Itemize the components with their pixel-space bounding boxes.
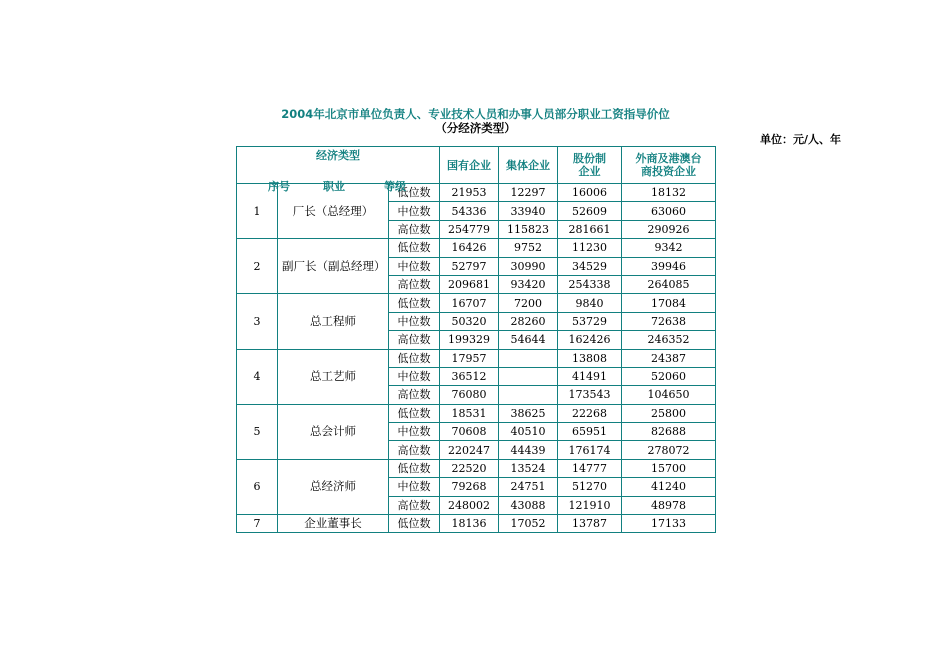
header-econ-type: 经济类型 <box>316 149 360 162</box>
value-cell: 9840 <box>558 294 622 312</box>
table-row <box>237 515 716 533</box>
header-joint-stock <box>558 147 622 184</box>
value-cell: 264085 <box>622 275 716 293</box>
value-cell <box>499 367 558 385</box>
value-cell: 13787 <box>558 515 622 533</box>
value-cell: 44439 <box>499 441 558 459</box>
row-level: 中位数 <box>389 312 440 330</box>
row-level: 低位数 <box>389 239 440 257</box>
value-cell: 65951 <box>558 423 622 441</box>
row-level: 低位数 <box>389 515 440 533</box>
value-cell: 17084 <box>622 294 716 312</box>
value-cell: 22520 <box>440 459 499 477</box>
value-cell: 17957 <box>440 349 499 367</box>
value-cell: 278072 <box>622 441 716 459</box>
value-cell: 18531 <box>440 404 499 422</box>
row-level: 低位数 <box>389 349 440 367</box>
value-cell: 9342 <box>622 239 716 257</box>
value-cell: 17133 <box>622 515 716 533</box>
row-occupation: 企业董事长 <box>278 515 389 533</box>
value-cell: 13808 <box>558 349 622 367</box>
row-occupation: 总工程师 <box>278 294 389 349</box>
row-level: 中位数 <box>389 423 440 441</box>
row-seq: 1 <box>237 184 278 239</box>
value-cell: 72638 <box>622 312 716 330</box>
value-cell: 248002 <box>440 496 499 514</box>
value-cell: 82688 <box>622 423 716 441</box>
row-seq: 6 <box>237 459 278 514</box>
value-cell: 162426 <box>558 331 622 349</box>
value-cell: 54644 <box>499 331 558 349</box>
row-occupation: 总经济师 <box>278 459 389 514</box>
row-level: 高位数 <box>389 331 440 349</box>
value-cell: 48978 <box>622 496 716 514</box>
value-cell: 93420 <box>499 275 558 293</box>
row-level: 高位数 <box>389 275 440 293</box>
value-cell: 52060 <box>622 367 716 385</box>
header-foreign-line2: 商投资企业 <box>641 165 696 178</box>
table-row <box>237 184 716 202</box>
row-seq: 7 <box>237 515 278 533</box>
value-cell: 52797 <box>440 257 499 275</box>
table-row <box>237 349 716 367</box>
value-cell: 40510 <box>499 423 558 441</box>
table-row <box>237 239 716 257</box>
value-cell: 70608 <box>440 423 499 441</box>
value-cell: 254779 <box>440 220 499 238</box>
row-level: 中位数 <box>389 478 440 496</box>
value-cell: 13524 <box>499 459 558 477</box>
row-occupation: 厂长（总经理） <box>278 184 389 239</box>
value-cell: 38625 <box>499 404 558 422</box>
row-level: 高位数 <box>389 220 440 238</box>
row-level: 低位数 <box>389 459 440 477</box>
value-cell: 104650 <box>622 386 716 404</box>
value-cell: 76080 <box>440 386 499 404</box>
row-occupation: 总工艺师 <box>278 349 389 404</box>
value-cell: 51270 <box>558 478 622 496</box>
value-cell: 7200 <box>499 294 558 312</box>
value-cell: 220247 <box>440 441 499 459</box>
unit-label: 单位：元/人、年 <box>760 133 842 146</box>
value-cell: 16707 <box>440 294 499 312</box>
row-level: 中位数 <box>389 257 440 275</box>
table-row <box>237 459 716 477</box>
row-level: 高位数 <box>389 496 440 514</box>
value-cell: 79268 <box>440 478 499 496</box>
value-cell: 21953 <box>440 184 499 202</box>
header-grade: 等级 <box>384 180 406 193</box>
value-cell <box>499 386 558 404</box>
value-cell: 290926 <box>622 220 716 238</box>
header-foreign-invested <box>622 147 716 184</box>
header-joint-stock-line1: 股份制 <box>573 152 606 165</box>
header-state-owned: 国有企业 <box>440 147 499 184</box>
value-cell: 28260 <box>499 312 558 330</box>
value-cell: 52609 <box>558 202 622 220</box>
value-cell: 24387 <box>622 349 716 367</box>
value-cell: 43088 <box>499 496 558 514</box>
value-cell: 14777 <box>558 459 622 477</box>
row-seq: 2 <box>237 239 278 294</box>
page-title: 2004年北京市单位负责人、专业技术人员和办事人员部分职业工资指导价位 <box>281 107 670 121</box>
row-level: 低位数 <box>389 294 440 312</box>
value-cell: 53729 <box>558 312 622 330</box>
value-cell: 30990 <box>499 257 558 275</box>
page-subtitle: （分经济类型） <box>435 121 516 135</box>
row-seq: 4 <box>237 349 278 404</box>
row-level: 高位数 <box>389 441 440 459</box>
value-cell: 39946 <box>622 257 716 275</box>
value-cell: 24751 <box>499 478 558 496</box>
value-cell: 33940 <box>499 202 558 220</box>
value-cell: 54336 <box>440 202 499 220</box>
value-cell: 34529 <box>558 257 622 275</box>
value-cell: 246352 <box>622 331 716 349</box>
value-cell: 173543 <box>558 386 622 404</box>
row-occupation: 总会计师 <box>278 404 389 459</box>
table-row <box>237 294 716 312</box>
value-cell: 18132 <box>622 184 716 202</box>
value-cell: 254338 <box>558 275 622 293</box>
value-cell: 281661 <box>558 220 622 238</box>
value-cell: 41491 <box>558 367 622 385</box>
value-cell: 16426 <box>440 239 499 257</box>
value-cell: 18136 <box>440 515 499 533</box>
header-seq: 序号 <box>268 180 290 193</box>
value-cell: 41240 <box>622 478 716 496</box>
value-cell: 36512 <box>440 367 499 385</box>
row-occupation: 副厂长（副总经理） <box>278 239 389 294</box>
table-header-row <box>237 147 716 184</box>
value-cell: 50320 <box>440 312 499 330</box>
value-cell: 115823 <box>499 220 558 238</box>
value-cell: 16006 <box>558 184 622 202</box>
value-cell: 199329 <box>440 331 499 349</box>
value-cell: 22268 <box>558 404 622 422</box>
row-level: 低位数 <box>389 404 440 422</box>
row-level: 中位数 <box>389 202 440 220</box>
row-seq: 5 <box>237 404 278 459</box>
value-cell: 17052 <box>499 515 558 533</box>
salary-table <box>236 146 716 533</box>
value-cell: 25800 <box>622 404 716 422</box>
value-cell: 176174 <box>558 441 622 459</box>
header-occupation: 职业 <box>323 180 345 193</box>
value-cell: 12297 <box>499 184 558 202</box>
value-cell: 209681 <box>440 275 499 293</box>
header-collective: 集体企业 <box>499 147 558 184</box>
value-cell: 15700 <box>622 459 716 477</box>
value-cell <box>499 349 558 367</box>
value-cell: 9752 <box>499 239 558 257</box>
value-cell: 63060 <box>622 202 716 220</box>
header-foreign-line1: 外商及港澳台 <box>635 152 702 165</box>
row-level: 中位数 <box>389 367 440 385</box>
header-joint-stock-line2: 企业 <box>578 165 601 178</box>
row-seq: 3 <box>237 294 278 349</box>
table-row <box>237 404 716 422</box>
row-level: 低位数 <box>389 184 440 202</box>
value-cell: 11230 <box>558 239 622 257</box>
row-level: 高位数 <box>389 386 440 404</box>
value-cell: 121910 <box>558 496 622 514</box>
